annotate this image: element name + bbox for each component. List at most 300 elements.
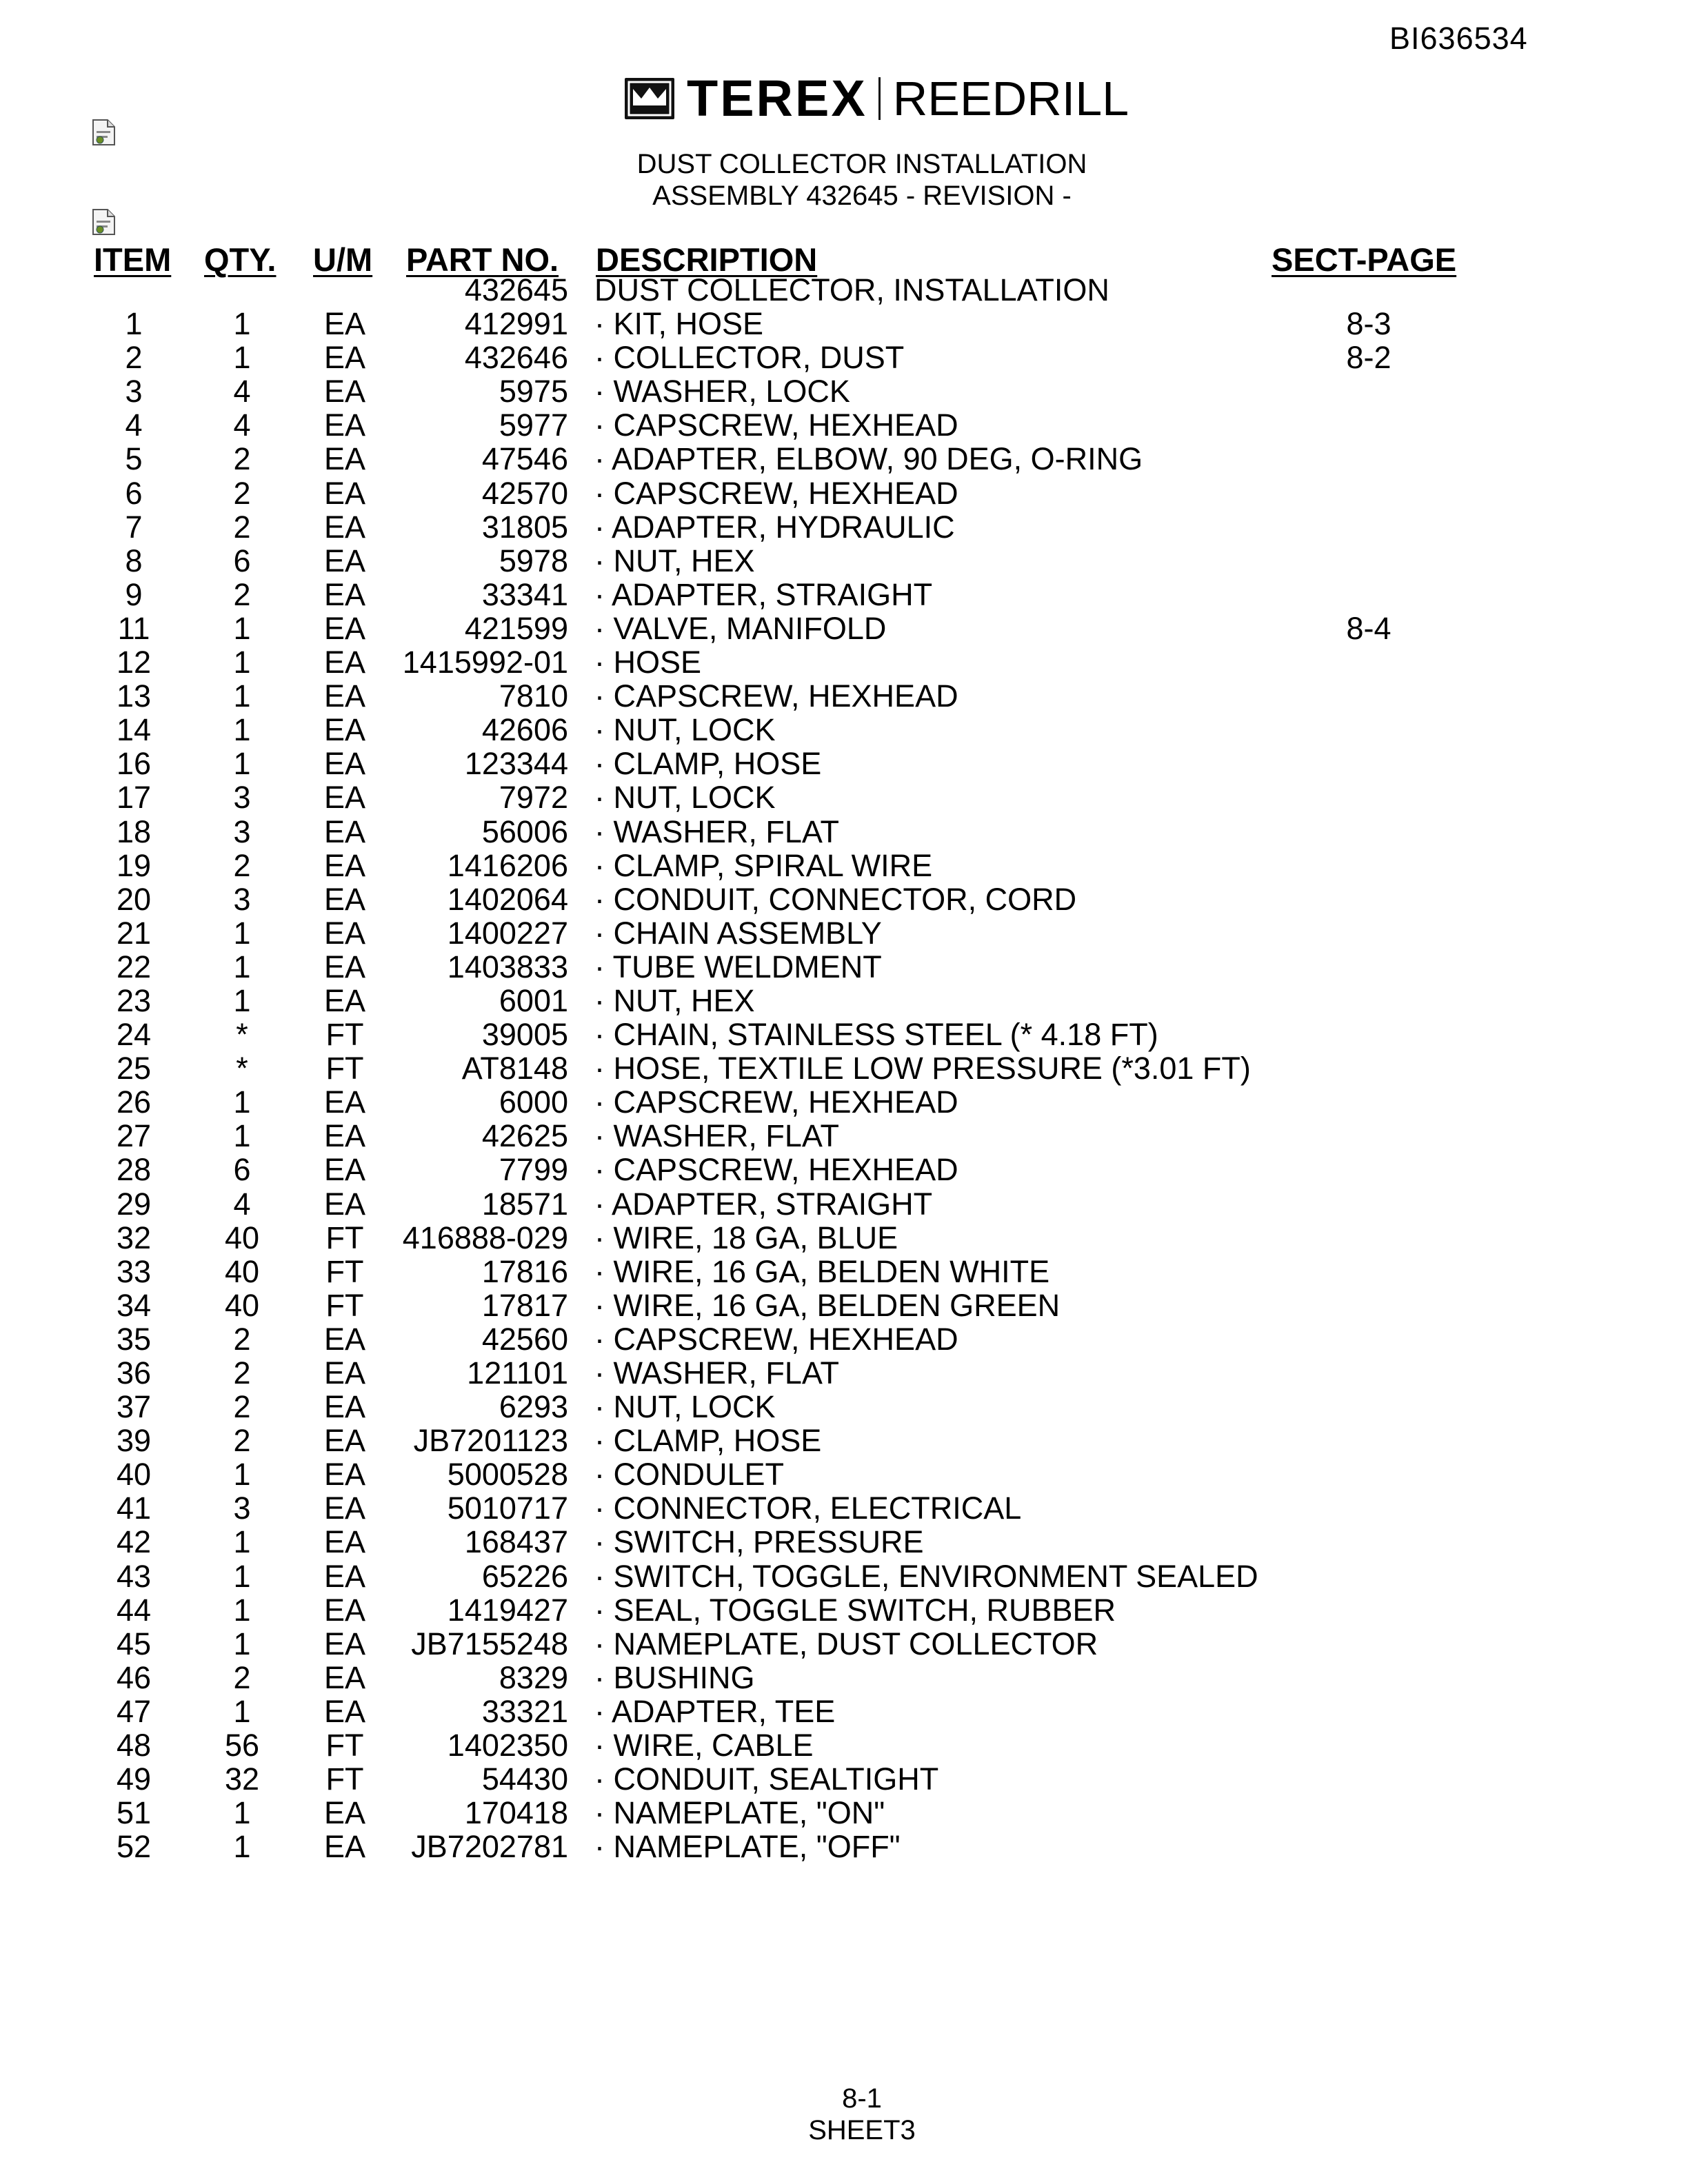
part-number: 17816: [481, 1253, 568, 1289]
table-row: [0, 307, 1688, 341]
sect-page: 8-2: [1346, 340, 1391, 376]
part-number: 5977: [499, 407, 568, 443]
description: · ADAPTER, STRAIGHT: [594, 1186, 933, 1222]
logo-brand-text: TEREX: [687, 70, 867, 127]
description: · KIT, HOSE: [594, 306, 764, 342]
quantity: 40: [224, 1287, 260, 1323]
unit-of-measure: EA: [323, 475, 366, 511]
table-row: [0, 611, 1688, 645]
item-number: 21: [116, 915, 152, 951]
unit-of-measure: EA: [323, 645, 366, 680]
description: · ADAPTER, STRAIGHT: [594, 576, 933, 612]
unit-of-measure: FT: [325, 1253, 364, 1289]
unit-of-measure: EA: [323, 1829, 366, 1865]
table-row: [0, 1796, 1688, 1830]
table-row: [0, 408, 1688, 442]
quantity: 1: [233, 712, 251, 748]
description: DUST COLLECTOR, INSTALLATION: [594, 272, 1109, 307]
table-row: [0, 1762, 1688, 1796]
quantity: 2: [233, 847, 251, 883]
unit-of-measure: EA: [323, 1490, 366, 1526]
column-header-item: ITEM: [94, 241, 172, 278]
item-number: 45: [116, 1626, 152, 1661]
item-number: 44: [116, 1592, 152, 1628]
description: · TUBE WELDMENT: [594, 949, 882, 984]
description: · WASHER, FLAT: [594, 1118, 840, 1154]
description: · CAPSCREW, HEXHEAD: [594, 678, 958, 714]
item-number: 14: [116, 712, 152, 748]
logo-product-text: REEDRILL: [892, 72, 1129, 125]
part-number: 8329: [499, 1659, 568, 1695]
unit-of-measure: EA: [323, 1321, 366, 1357]
column-header-qty: QTY.: [204, 241, 277, 278]
quantity: 1: [233, 1592, 251, 1628]
item-number: 43: [116, 1558, 152, 1594]
part-number: 416888-029: [402, 1220, 568, 1255]
table-row: [0, 1491, 1688, 1525]
table-row: [0, 1051, 1688, 1085]
part-number: 121101: [467, 1355, 568, 1391]
quantity: 1: [233, 610, 251, 646]
quantity: 2: [233, 576, 251, 612]
part-number: 6001: [499, 982, 568, 1018]
table-row: [0, 849, 1688, 882]
item-number: 46: [116, 1659, 152, 1695]
quantity: 2: [233, 1389, 251, 1425]
description: · ADAPTER, TEE: [594, 1693, 836, 1729]
quantity: 2: [233, 509, 251, 545]
table-row: [0, 1424, 1688, 1457]
quantity: 32: [224, 1761, 260, 1797]
unit-of-measure: EA: [323, 780, 366, 816]
quantity: 1: [233, 915, 251, 951]
unit-of-measure: EA: [323, 1084, 366, 1120]
description: · CAPSCREW, HEXHEAD: [594, 407, 958, 443]
item-number: 28: [116, 1152, 152, 1188]
table-row: [0, 1187, 1688, 1221]
description: · VALVE, MANIFOLD: [594, 610, 887, 646]
table-row: [0, 882, 1688, 916]
unit-of-measure: EA: [323, 949, 366, 984]
description: · CLAMP, HOSE: [594, 746, 822, 782]
table-row: [0, 950, 1688, 984]
unit-of-measure: EA: [323, 881, 366, 917]
sect-page: 8-4: [1346, 610, 1391, 646]
table-row: [0, 1221, 1688, 1255]
part-number: 42606: [481, 712, 568, 748]
table-row: [0, 780, 1688, 814]
table-row: [0, 1390, 1688, 1424]
sheet-label: SHEET3: [808, 2115, 916, 2145]
quantity: 3: [233, 881, 251, 917]
quantity: 1: [233, 1693, 251, 1729]
table-row: [0, 1695, 1688, 1728]
quantity: 1: [233, 1795, 251, 1831]
item-number: 42: [116, 1524, 152, 1560]
quantity: 2: [233, 441, 251, 477]
description: · CAPSCREW, HEXHEAD: [594, 1321, 958, 1357]
quantity: 1: [233, 1118, 251, 1154]
quantity: 1: [233, 1524, 251, 1560]
item-number: 37: [116, 1389, 152, 1425]
quantity: 1: [233, 340, 251, 376]
part-number: 33341: [481, 576, 568, 612]
quantity: 1: [233, 645, 251, 680]
description: · CLAMP, HOSE: [594, 1423, 822, 1459]
unit-of-measure: EA: [323, 509, 366, 545]
item-number: 39: [116, 1423, 152, 1459]
unit-of-measure: EA: [323, 1389, 366, 1425]
quantity: 1: [233, 1084, 251, 1120]
part-number: 432646: [464, 340, 568, 376]
item-number: 52: [116, 1829, 152, 1865]
table-row: [0, 1085, 1688, 1119]
description: · CHAIN, STAINLESS STEEL (* 4.18 FT): [594, 1017, 1158, 1053]
description: · NUT, HEX: [594, 543, 755, 578]
part-number: 7810: [499, 678, 568, 714]
quantity: 3: [233, 780, 251, 816]
part-number: 1416206: [447, 847, 568, 883]
table-row: [0, 1830, 1688, 1863]
unit-of-measure: EA: [323, 610, 366, 646]
part-number: 39005: [481, 1017, 568, 1053]
unit-of-measure: EA: [323, 340, 366, 376]
quantity: 4: [233, 374, 251, 410]
description: · NUT, LOCK: [594, 712, 776, 748]
description: · COLLECTOR, DUST: [594, 340, 905, 376]
table-row: [0, 815, 1688, 849]
quantity: 1: [233, 306, 251, 342]
item-number: 25: [116, 1051, 152, 1086]
part-number: JB7155248: [411, 1626, 568, 1661]
description: · WASHER, LOCK: [594, 374, 850, 410]
document-id: BI636534: [1389, 21, 1528, 56]
description: · NAMEPLATE, "ON": [594, 1795, 885, 1831]
description: · SWITCH, PRESSURE: [594, 1524, 924, 1560]
table-row: [0, 713, 1688, 747]
part-number: 47546: [481, 441, 568, 477]
quantity: 1: [233, 1457, 251, 1493]
part-number: 7799: [499, 1152, 568, 1188]
item-number: 2: [125, 340, 143, 376]
part-number: 31805: [481, 509, 568, 545]
item-number: 20: [116, 881, 152, 917]
description: · CHAIN ASSEMBLY: [594, 915, 882, 951]
part-number: 412991: [464, 306, 568, 342]
table-row: [0, 1322, 1688, 1356]
part-number: 432645: [464, 272, 568, 307]
quantity: 1: [233, 1626, 251, 1661]
parts-table: [0, 273, 1688, 1863]
table-row: [0, 984, 1688, 1018]
unit-of-measure: EA: [323, 1693, 366, 1729]
table-row: [0, 1525, 1688, 1559]
item-number: 9: [125, 576, 143, 612]
part-number: 1415992-01: [402, 645, 568, 680]
part-number: 1419427: [447, 1592, 568, 1628]
column-header-um: U/M: [313, 241, 373, 278]
item-number: 22: [116, 949, 152, 984]
part-number: 5975: [499, 374, 568, 410]
table-row: [0, 544, 1688, 578]
table-row: [0, 1559, 1688, 1593]
document-title-line2: ASSEMBLY 432645 - REVISION -: [652, 181, 1072, 211]
unit-of-measure: EA: [323, 306, 366, 342]
unit-of-measure: EA: [323, 1457, 366, 1493]
table-row: [0, 1153, 1688, 1186]
quantity: 1: [233, 1558, 251, 1594]
unit-of-measure: EA: [323, 1659, 366, 1695]
part-number: 54430: [481, 1761, 568, 1797]
part-number: 18571: [481, 1186, 568, 1222]
item-number: 6: [125, 475, 143, 511]
quantity: *: [236, 1017, 248, 1053]
item-number: 1: [125, 306, 143, 342]
unit-of-measure: EA: [323, 847, 366, 883]
quantity: 1: [233, 982, 251, 1018]
table-row: [0, 916, 1688, 950]
item-number: 35: [116, 1321, 152, 1357]
table-row: [0, 510, 1688, 544]
unit-of-measure: EA: [323, 813, 366, 849]
description: · NAMEPLATE, "OFF": [594, 1829, 901, 1865]
part-number: 42625: [481, 1118, 568, 1154]
unit-of-measure: EA: [323, 1355, 366, 1391]
table-row: [0, 273, 1688, 307]
item-number: 36: [116, 1355, 152, 1391]
unit-of-measure: EA: [323, 1186, 366, 1222]
table-row: [0, 747, 1688, 780]
item-number: 47: [116, 1693, 152, 1729]
quantity: 3: [233, 1490, 251, 1526]
table-row: [0, 1119, 1688, 1153]
part-number: AT8148: [461, 1051, 568, 1086]
description: · BUSHING: [594, 1659, 755, 1695]
item-number: 41: [116, 1490, 152, 1526]
item-number: 17: [116, 780, 152, 816]
part-number: 5978: [499, 543, 568, 578]
item-number: 51: [116, 1795, 152, 1831]
part-number: 7972: [499, 780, 568, 816]
description: · NAMEPLATE, DUST COLLECTOR: [594, 1626, 1098, 1661]
document-link-icon[interactable]: [91, 208, 117, 236]
table-row: [0, 1593, 1688, 1627]
document-link-icon[interactable]: [91, 119, 117, 146]
quantity: 40: [224, 1220, 260, 1255]
table-row: [0, 341, 1688, 374]
unit-of-measure: EA: [323, 1524, 366, 1560]
table-row: [0, 578, 1688, 611]
description: · NUT, HEX: [594, 982, 755, 1018]
description: · CLAMP, SPIRAL WIRE: [594, 847, 933, 883]
page-number: 8-1: [842, 2083, 882, 2114]
part-number: 1403833: [447, 949, 568, 984]
item-number: 19: [116, 847, 152, 883]
quantity: 1: [233, 678, 251, 714]
column-header-part-no: PART NO.: [406, 241, 559, 278]
part-number: 33321: [481, 1693, 568, 1729]
quantity: 3: [233, 813, 251, 849]
unit-of-measure: EA: [323, 982, 366, 1018]
part-number: 65226: [481, 1558, 568, 1594]
description: · HOSE, TEXTILE LOW PRESSURE (*3.01 FT): [594, 1051, 1251, 1086]
description: · NUT, LOCK: [594, 780, 776, 816]
description: · WIRE, 18 GA, BLUE: [594, 1220, 898, 1255]
description: · SWITCH, TOGGLE, ENVIRONMENT SEALED: [594, 1558, 1258, 1594]
unit-of-measure: EA: [323, 1558, 366, 1594]
table-row: [0, 476, 1688, 510]
item-number: 3: [125, 374, 143, 410]
unit-of-measure: EA: [323, 915, 366, 951]
description: · WIRE, 16 GA, BELDEN WHITE: [594, 1253, 1050, 1289]
unit-of-measure: EA: [323, 1423, 366, 1459]
part-number: 1402064: [447, 881, 568, 917]
unit-of-measure: EA: [323, 576, 366, 612]
item-number: 5: [125, 441, 143, 477]
unit-of-measure: EA: [323, 374, 366, 410]
item-number: 11: [117, 610, 150, 646]
quantity: 4: [233, 407, 251, 443]
table-row: [0, 1627, 1688, 1661]
description: · HOSE: [594, 645, 702, 680]
table-row: [0, 1356, 1688, 1390]
part-number: 123344: [464, 746, 568, 782]
description: · WASHER, FLAT: [594, 813, 840, 849]
quantity: 40: [224, 1253, 260, 1289]
part-number: 42570: [481, 475, 568, 511]
quantity: 2: [233, 1423, 251, 1459]
description: · CONDUIT, SEALTIGHT: [594, 1761, 939, 1797]
unit-of-measure: FT: [325, 1761, 364, 1797]
brand-logo: [625, 70, 1129, 127]
table-row: [0, 645, 1688, 679]
item-number: 7: [125, 509, 143, 545]
part-number: 17817: [481, 1287, 568, 1323]
description: · ADAPTER, HYDRAULIC: [594, 509, 955, 545]
item-number: 12: [116, 645, 152, 680]
quantity: 56: [224, 1728, 260, 1763]
part-number: 56006: [481, 813, 568, 849]
quantity: 2: [233, 475, 251, 511]
logo-separator: [878, 77, 881, 120]
table-row: [0, 1288, 1688, 1322]
quantity: 2: [233, 1659, 251, 1695]
table-row: [0, 442, 1688, 476]
description: · ADAPTER, ELBOW, 90 DEG, O-RING: [594, 441, 1143, 477]
unit-of-measure: EA: [323, 543, 366, 578]
item-number: 23: [116, 982, 152, 1018]
item-number: 49: [116, 1761, 152, 1797]
unit-of-measure: EA: [323, 441, 366, 477]
table-row: [0, 1728, 1688, 1762]
item-number: 8: [125, 543, 143, 578]
unit-of-measure: FT: [325, 1017, 364, 1053]
unit-of-measure: EA: [323, 712, 366, 748]
item-number: 48: [116, 1728, 152, 1763]
item-number: 24: [116, 1017, 152, 1053]
unit-of-measure: EA: [323, 1795, 366, 1831]
part-number: 1400227: [447, 915, 568, 951]
document-title-line1: DUST COLLECTOR INSTALLATION: [636, 149, 1087, 179]
table-row: [0, 1661, 1688, 1695]
item-number: 40: [116, 1457, 152, 1493]
item-number: 29: [116, 1186, 152, 1222]
item-number: 27: [116, 1118, 152, 1154]
description: · CAPSCREW, HEXHEAD: [594, 1152, 958, 1188]
unit-of-measure: FT: [325, 1051, 364, 1086]
part-number: 168437: [464, 1524, 568, 1560]
column-header-sect-page: SECT-PAGE: [1272, 241, 1457, 278]
table-row: [0, 1018, 1688, 1051]
quantity: 4: [233, 1186, 251, 1222]
unit-of-measure: EA: [323, 1626, 366, 1661]
description: · WIRE, CABLE: [594, 1728, 814, 1763]
quantity: 1: [233, 746, 251, 782]
description: · WASHER, FLAT: [594, 1355, 840, 1391]
item-number: 16: [116, 746, 152, 782]
unit-of-measure: EA: [323, 1592, 366, 1628]
unit-of-measure: FT: [325, 1287, 364, 1323]
part-number: JB7202781: [411, 1829, 568, 1865]
description: · NUT, LOCK: [594, 1389, 776, 1425]
part-number: 1402350: [447, 1728, 568, 1763]
part-number: 6293: [499, 1389, 568, 1425]
table-row: [0, 1457, 1688, 1491]
quantity: 1: [233, 1829, 251, 1865]
description: · CONDUIT, CONNECTOR, CORD: [594, 881, 1077, 917]
part-number: 421599: [464, 610, 568, 646]
sect-page: 8-3: [1346, 306, 1391, 342]
terex-crown-logo-icon: [625, 78, 674, 119]
part-number: 5010717: [447, 1490, 568, 1526]
description: · CAPSCREW, HEXHEAD: [594, 475, 958, 511]
unit-of-measure: EA: [323, 1118, 366, 1154]
item-number: 4: [125, 407, 143, 443]
part-number: 6000: [499, 1084, 568, 1120]
quantity: 6: [233, 1152, 251, 1188]
item-number: 26: [116, 1084, 152, 1120]
table-row: [0, 374, 1688, 408]
description: · WIRE, 16 GA, BELDEN GREEN: [594, 1287, 1061, 1323]
quantity: 1: [233, 949, 251, 984]
part-number: JB7201123: [413, 1423, 568, 1459]
table-row: [0, 1255, 1688, 1288]
quantity: 6: [233, 543, 251, 578]
quantity: *: [236, 1051, 248, 1086]
part-number: 5000528: [447, 1457, 568, 1493]
item-number: 34: [116, 1287, 152, 1323]
part-number: 170418: [464, 1795, 568, 1831]
item-number: 32: [116, 1220, 152, 1255]
item-number: 33: [116, 1253, 152, 1289]
description: · SEAL, TOGGLE SWITCH, RUBBER: [594, 1592, 1116, 1628]
description: · CONDULET: [594, 1457, 785, 1493]
unit-of-measure: FT: [325, 1728, 364, 1763]
column-header-description: DESCRIPTION: [596, 241, 818, 278]
unit-of-measure: EA: [323, 746, 366, 782]
table-row: [0, 679, 1688, 713]
unit-of-measure: FT: [325, 1220, 364, 1255]
description: · CAPSCREW, HEXHEAD: [594, 1084, 958, 1120]
unit-of-measure: EA: [323, 1152, 366, 1188]
unit-of-measure: EA: [323, 678, 366, 714]
quantity: 2: [233, 1355, 251, 1391]
item-number: 18: [116, 813, 152, 849]
quantity: 2: [233, 1321, 251, 1357]
description: · CONNECTOR, ELECTRICAL: [594, 1490, 1022, 1526]
item-number: 13: [116, 678, 152, 714]
unit-of-measure: EA: [323, 407, 366, 443]
